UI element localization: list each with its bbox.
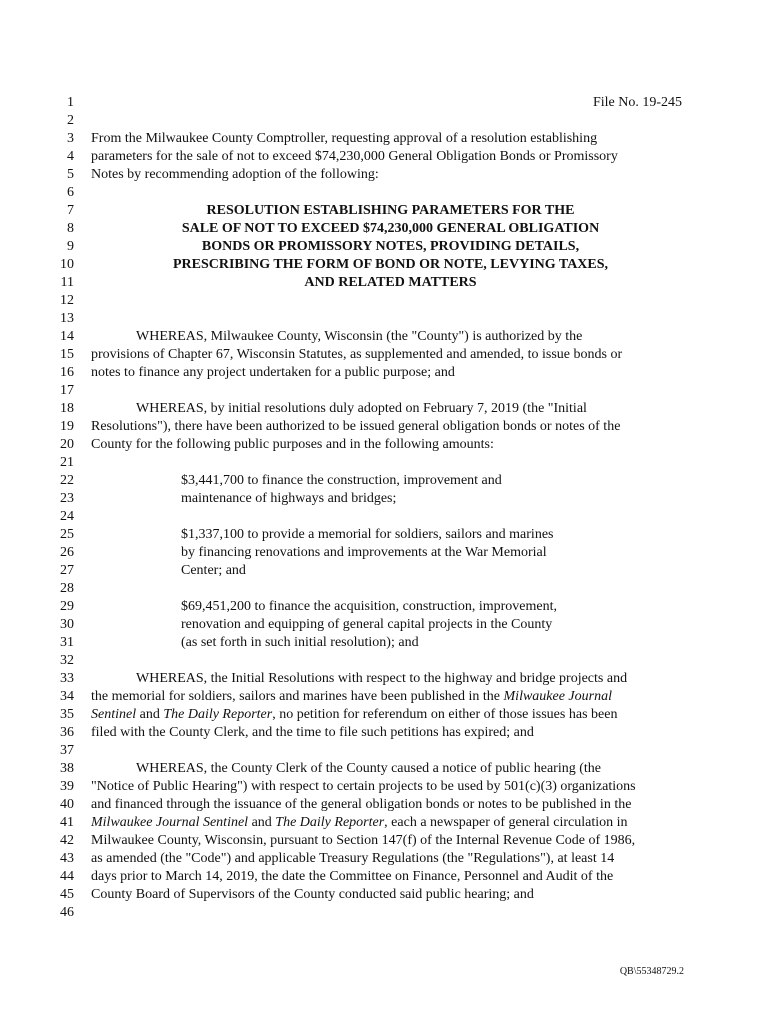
line-25	[0, 526, 770, 544]
line-28	[0, 580, 770, 598]
whereas-text: County Board of Supervisors of the County conducted said public hearing; and	[91, 887, 534, 902]
line-number: 32	[60, 653, 74, 668]
text-run: , no petition for referendum on either of those issues has been	[272, 707, 618, 722]
line-number: 39	[60, 779, 74, 794]
line-number: 19	[60, 419, 74, 434]
resolution-title: SALE OF NOT TO EXCEED $74,230,000 GENERAL OBLIGATION	[181, 221, 600, 236]
line-number: 25	[60, 527, 74, 542]
newspaper-name: The Daily Reporter	[163, 707, 273, 722]
line-number: 30	[60, 617, 74, 632]
line-38	[0, 760, 770, 778]
whereas-text: filed with the County Clerk, and the time to file such petitions has expired; and	[91, 725, 534, 740]
line-27	[0, 562, 770, 580]
line-8	[0, 220, 770, 238]
line-number: 41	[60, 815, 74, 830]
line-11	[0, 274, 770, 292]
line-39	[0, 778, 770, 796]
line-20	[0, 436, 770, 454]
newspaper-name: Milwaukee Journal Sentinel	[91, 815, 249, 830]
line-13	[0, 310, 770, 328]
newspaper-name: Milwaukee Journal	[503, 689, 612, 704]
line-number: 35	[60, 707, 74, 722]
line-number: 43	[60, 851, 74, 866]
line-number: 44	[60, 869, 74, 884]
whereas-text: County for the following public purposes and in the following amounts:	[91, 437, 494, 452]
line-number: 40	[60, 797, 74, 812]
newspaper-name: The Daily Reporter	[275, 815, 385, 830]
line-number: 36	[60, 725, 74, 740]
line-number: 18	[60, 401, 74, 416]
whereas-text: WHEREAS, the County Clerk of the County caused a notice of public hearing (the	[136, 761, 602, 776]
line-number: 4	[67, 149, 74, 164]
line-number: 24	[60, 509, 74, 524]
purpose-text: (as set forth in such initial resolution); and	[181, 635, 419, 650]
line-number: 3	[67, 131, 74, 146]
line-10	[0, 256, 770, 274]
line-number: 31	[60, 635, 74, 650]
resolution-title: BONDS OR PROMISSORY NOTES, PROVIDING DETAILS,	[201, 239, 580, 254]
whereas-text: "Notice of Public Hearing") with respect to certain projects to be used by 501(c)(3) organizations	[91, 779, 636, 794]
line-2	[0, 112, 770, 130]
line-17	[0, 382, 770, 400]
line-number: 5	[67, 167, 74, 182]
line-number: 2	[67, 113, 74, 128]
whereas-text	[91, 814, 682, 832]
line-35	[0, 706, 770, 724]
line-number: 38	[60, 761, 74, 776]
line-number: 28	[60, 581, 74, 596]
line-number: 17	[60, 383, 74, 398]
line-31	[0, 634, 770, 652]
purpose-text: $69,451,200 to finance the acquisition, construction, improvement,	[181, 599, 557, 614]
line-12	[0, 292, 770, 310]
text-run: and	[136, 707, 164, 722]
line-number: 22	[60, 473, 74, 488]
line-number: 46	[60, 905, 74, 920]
text-run: the memorial for soldiers, sailors and marines have been published in the	[91, 689, 504, 704]
line-number: 27	[60, 563, 74, 578]
whereas-text: Milwaukee County, Wisconsin, pursuant to Section 147(f) of the Internal Revenue Code of 1986,	[91, 833, 636, 848]
line-number: 45	[60, 887, 74, 902]
resolution-title: AND RELATED MATTERS	[304, 275, 477, 290]
whereas-text: days prior to March 14, 2019, the date the Committee on Finance, Personnel and Audit of the	[91, 869, 614, 884]
line-16	[0, 364, 770, 382]
line-36	[0, 724, 770, 742]
line-number: 26	[60, 545, 74, 560]
line-number: 42	[60, 833, 74, 848]
resolution-title: RESOLUTION ESTABLISHING PARAMETERS FOR THE	[206, 203, 575, 218]
whereas-text: as amended (the "Code") and applicable Treasury Regulations (the "Regulations"), at least 14	[91, 851, 615, 866]
intro-text: Notes by recommending adoption of the following:	[91, 167, 379, 182]
line-46	[0, 904, 770, 922]
line-number: 21	[60, 455, 74, 470]
line-6	[0, 184, 770, 202]
line-number: 6	[67, 185, 74, 200]
line-14	[0, 328, 770, 346]
line-5	[0, 166, 770, 184]
line-22	[0, 472, 770, 490]
line-24	[0, 508, 770, 526]
line-30	[0, 616, 770, 634]
purpose-text: Center; and	[181, 563, 246, 578]
line-21	[0, 454, 770, 472]
line-40	[0, 796, 770, 814]
resolution-title: PRESCRIBING THE FORM OF BOND OR NOTE, LEVYING TAXES,	[172, 257, 609, 272]
line-37	[0, 742, 770, 760]
whereas-text	[91, 706, 682, 724]
line-7	[0, 202, 770, 220]
purpose-text: $3,441,700 to finance the construction, improvement and	[181, 473, 502, 488]
line-number: 37	[60, 743, 74, 758]
line-number: 20	[60, 437, 74, 452]
line-1	[0, 94, 770, 112]
line-45	[0, 886, 770, 904]
line-number: 10	[60, 257, 74, 272]
line-9	[0, 238, 770, 256]
line-26	[0, 544, 770, 562]
line-34	[0, 688, 770, 706]
purpose-text: by financing renovations and improvements at the War Memorial	[181, 545, 547, 560]
line-number: 1	[67, 95, 74, 110]
line-number: 13	[60, 311, 74, 326]
line-number: 9	[67, 239, 74, 254]
line-number: 11	[60, 275, 74, 290]
line-number: 12	[60, 293, 74, 308]
whereas-text: notes to finance any project undertaken for a public purpose; and	[91, 365, 455, 380]
line-number: 23	[60, 491, 74, 506]
line-number: 15	[60, 347, 74, 362]
line-4	[0, 148, 770, 166]
line-3	[0, 130, 770, 148]
intro-text: parameters for the sale of not to exceed $74,230,000 General Obligation Bonds or Promissory	[91, 149, 618, 164]
newspaper-name: Sentinel	[91, 707, 137, 722]
line-18	[0, 400, 770, 418]
line-33	[0, 670, 770, 688]
purpose-text: maintenance of highways and bridges;	[181, 491, 397, 506]
line-32	[0, 652, 770, 670]
line-number: 16	[60, 365, 74, 380]
line-number: 14	[60, 329, 74, 344]
line-41	[0, 814, 770, 832]
whereas-text: and financed through the issuance of the general obligation bonds or notes to be published in the	[91, 797, 632, 812]
line-number: 29	[60, 599, 74, 614]
whereas-text: Resolutions"), there have been authorized to be issued general obligation bonds or notes of the	[91, 419, 621, 434]
line-number: 33	[60, 671, 74, 686]
intro-text: From the Milwaukee County Comptroller, requesting approval of a resolution establishing	[91, 131, 598, 146]
purpose-text: $1,337,100 to provide a memorial for soldiers, sailors and marines	[181, 527, 554, 542]
whereas-text: provisions of Chapter 67, Wisconsin Statutes, as supplemented and amended, to issue bonds or	[91, 347, 623, 362]
line-number: 8	[67, 221, 74, 236]
line-19	[0, 418, 770, 436]
whereas-text: WHEREAS, by initial resolutions duly adopted on February 7, 2019 (the "Initial	[136, 401, 587, 416]
whereas-text	[91, 688, 682, 706]
document-id-footer: QB\55348729.2	[619, 966, 684, 977]
text-run: , each a newspaper of general circulation in	[384, 815, 628, 830]
whereas-text: WHEREAS, Milwaukee County, Wisconsin (the "County") is authorized by the	[136, 329, 583, 344]
line-23	[0, 490, 770, 508]
line-number: 34	[60, 689, 74, 704]
line-42	[0, 832, 770, 850]
line-15	[0, 346, 770, 364]
purpose-text: renovation and equipping of general capital projects in the County	[181, 617, 553, 632]
line-43	[0, 850, 770, 868]
text-run: and	[248, 815, 276, 830]
whereas-text: WHEREAS, the Initial Resolutions with respect to the highway and bridge projects and	[136, 671, 628, 686]
line-29	[0, 598, 770, 616]
file-number: File No. 19-245	[592, 95, 682, 110]
line-44	[0, 868, 770, 886]
line-number: 7	[67, 203, 74, 218]
